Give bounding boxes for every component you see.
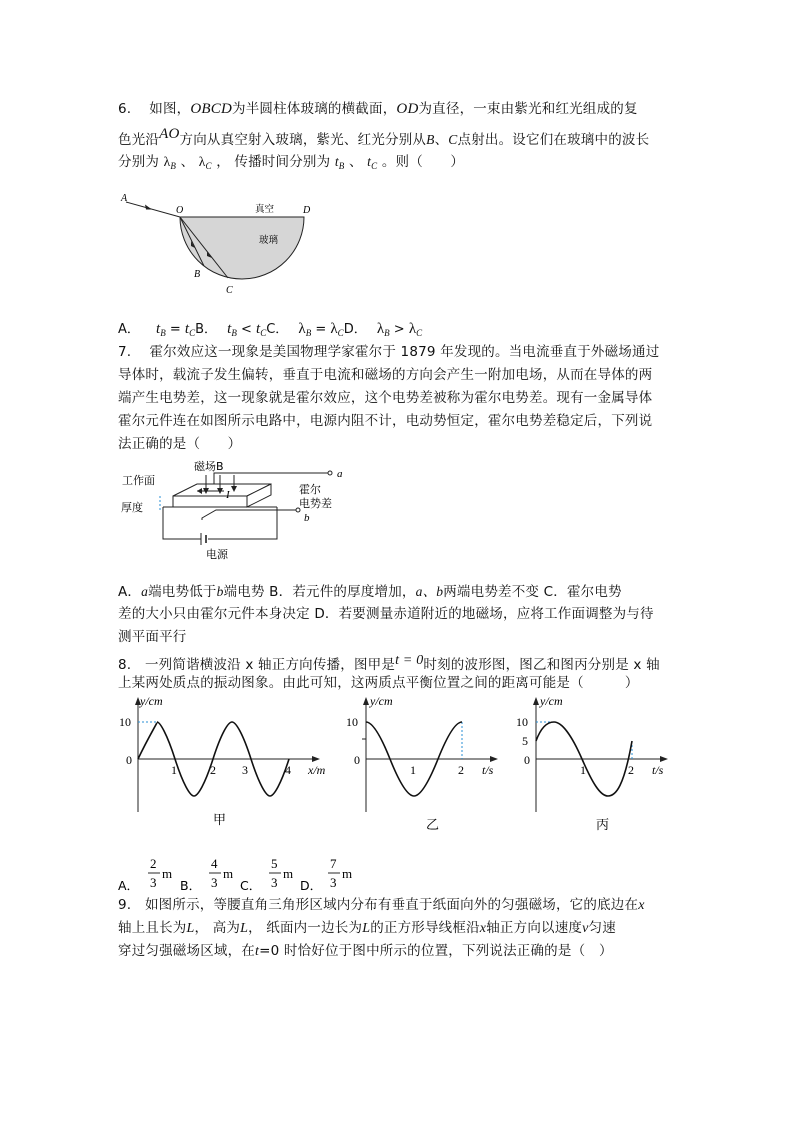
hall-label-1: 霍尔 (299, 483, 321, 496)
graph-jia-origin: 0 (126, 753, 132, 767)
q7-hall-circuit-figure (118, 460, 358, 568)
glass-label: 玻璃 (259, 235, 279, 246)
graph-bing-tick-1: 1 (580, 763, 586, 777)
svg-text:A．: A． (118, 878, 140, 893)
q8-options (116, 852, 376, 894)
graph-yi-ylabel: y/cm (370, 694, 393, 708)
svg-text:m: m (283, 866, 294, 881)
graph-yi-tick-1: 1 (410, 763, 416, 777)
graph-bing-caption: 丙 (596, 818, 610, 833)
graph-jia-tick-4: 4 (285, 763, 291, 777)
point-o-label: O (176, 205, 184, 216)
q9-line3: 穿过匀强磁场区域，在t=0 时恰好位于图中所示的位置，下列说法正确的是（ ） (118, 943, 613, 959)
graph-yi-xlabel: t/s (482, 763, 494, 777)
q7-options-line2: 差的大小只由霍尔元件本身决定 D．若要测量赤道附近的地磁场，应将工作面调整为与待 (118, 606, 654, 622)
terminal-b-label: b (304, 512, 310, 524)
point-a-label: A (121, 193, 128, 204)
q7-line3: 端产生电势差，这一现象就是霍尔效应，这个电势差被称为霍尔电势差。现有一金属导体 (118, 390, 653, 406)
point-b-label: B (194, 269, 201, 280)
graph-jia-caption: 甲 (213, 813, 227, 828)
q6-semicircle-figure (118, 188, 318, 300)
graph-bing (510, 694, 680, 844)
svg-text:3: 3 (271, 875, 278, 890)
q8-line2: 上某两处质点的振动图象。由此可知，这两质点平衡位置之间的距离可能是（ ） (118, 675, 639, 691)
graph-yi (340, 694, 510, 844)
graph-yi-tick-2: 2 (458, 763, 464, 777)
vacuum-label: 真空 (255, 204, 275, 215)
q7-line5: 法正确的是（ ） (118, 436, 242, 452)
svg-text:m: m (342, 866, 353, 881)
thickness-label: 厚度 (121, 501, 143, 514)
graph-yi-origin: 0 (354, 753, 360, 767)
q6-line2: 色光沿AO方向从真空射入玻璃，紫光、红光分别从B、C点射出。设它们在玻璃中的波长 (118, 126, 650, 148)
svg-text:B．: B． (180, 878, 202, 893)
terminal-a-label: a (337, 468, 343, 480)
q9-line1: 9. 如图所示，等腰直角三角形区域内分布有垂直于纸面向外的匀强磁场，它的底边在x (118, 897, 645, 913)
q6-number: 6. (118, 101, 132, 117)
point-d-label: D (303, 205, 311, 216)
svg-text:D．: D． (300, 878, 323, 893)
graph-bing-y5: 5 (522, 734, 528, 748)
current-label: I (226, 489, 230, 501)
point-c-label: C (226, 285, 233, 296)
hall-label-2: 电势差 (299, 497, 332, 510)
q6-options: A． $t_B = t_CB$． $t_B < t_CC$． $\lambda_B = \lambda_CD$． $\lambda_B > \lambda_C$ (118, 321, 423, 338)
q6-line3: 分别为 $\lambda_B$ 、 $\lambda_C$ ， 传播时间分别为 $t_B$ 、 $t_C$ 。则（ ） (118, 154, 465, 171)
graph-jia-tick-3: 3 (242, 763, 248, 777)
graph-bing-tick-2: 2 (628, 763, 634, 777)
graph-jia-ylabel: y/cm (140, 694, 163, 708)
svg-text:C．: C． (240, 878, 262, 893)
magnetic-field-label: 磁场B (194, 460, 224, 473)
graph-jia-xlabel: x/m (308, 763, 326, 777)
q6-line1: 6. 如图，OBCD为半圆柱体玻璃的横截面，OD为直径，一束由紫光和红光组成的复 (118, 101, 638, 117)
svg-text:m: m (223, 866, 234, 881)
q7-line4: 霍尔元件连在如图所示电路中，电源内阻不计，电动势恒定，霍尔电势差稳定后，下列说 (118, 413, 653, 429)
working-face-label: 工作面 (122, 474, 155, 487)
graph-yi-y10: 10 (346, 715, 358, 729)
power-source-label: 电源 (206, 548, 228, 561)
graph-bing-y10: 10 (516, 715, 528, 729)
q7-line2: 导体时，载流子发生偏转，垂直于电流和磁场的方向会产生一附加电场，从而在导体的两 (118, 367, 653, 383)
svg-text:2: 2 (150, 856, 157, 871)
graph-bing-ylabel: y/cm (540, 694, 563, 708)
svg-text:5: 5 (271, 856, 278, 871)
q7-options-line1: A．a端电势低于b端电势 B．若元件的厚度增加，a、b两端电势差不变 C．霍尔电势 (118, 584, 622, 600)
graph-yi-caption: 乙 (426, 818, 440, 833)
q8-line1: 8. 一列简谐横波沿 x 轴正方向传播，图甲是t = 0时刻的波形图，图乙和图丙分别是 x 轴 (118, 653, 660, 673)
graph-jia-tick-2: 2 (210, 763, 216, 777)
graph-jia-tick-1: 1 (171, 763, 177, 777)
svg-text:7: 7 (330, 856, 337, 871)
graph-bing-xlabel: t/s (652, 763, 664, 777)
svg-text:3: 3 (150, 875, 157, 890)
svg-text:3: 3 (211, 875, 218, 890)
graph-bing-origin: 0 (524, 753, 530, 767)
svg-text:4: 4 (211, 856, 218, 871)
q7-line1: 7. 霍尔效应这一现象是美国物理学家霍尔于 1879 年发现的。当电流垂直于外磁场通过 (118, 344, 660, 360)
graph-jia-y10: 10 (119, 715, 131, 729)
svg-text:3: 3 (330, 875, 337, 890)
q7-options-line3: 测平面平行 (118, 629, 187, 645)
graph-jia (108, 694, 340, 834)
q9-line2: 轴上且长为L， 高为L， 纸面内一边长为L的正方形导线框沿x轴正方向以速度v匀速 (118, 920, 616, 936)
svg-text:m: m (162, 866, 173, 881)
